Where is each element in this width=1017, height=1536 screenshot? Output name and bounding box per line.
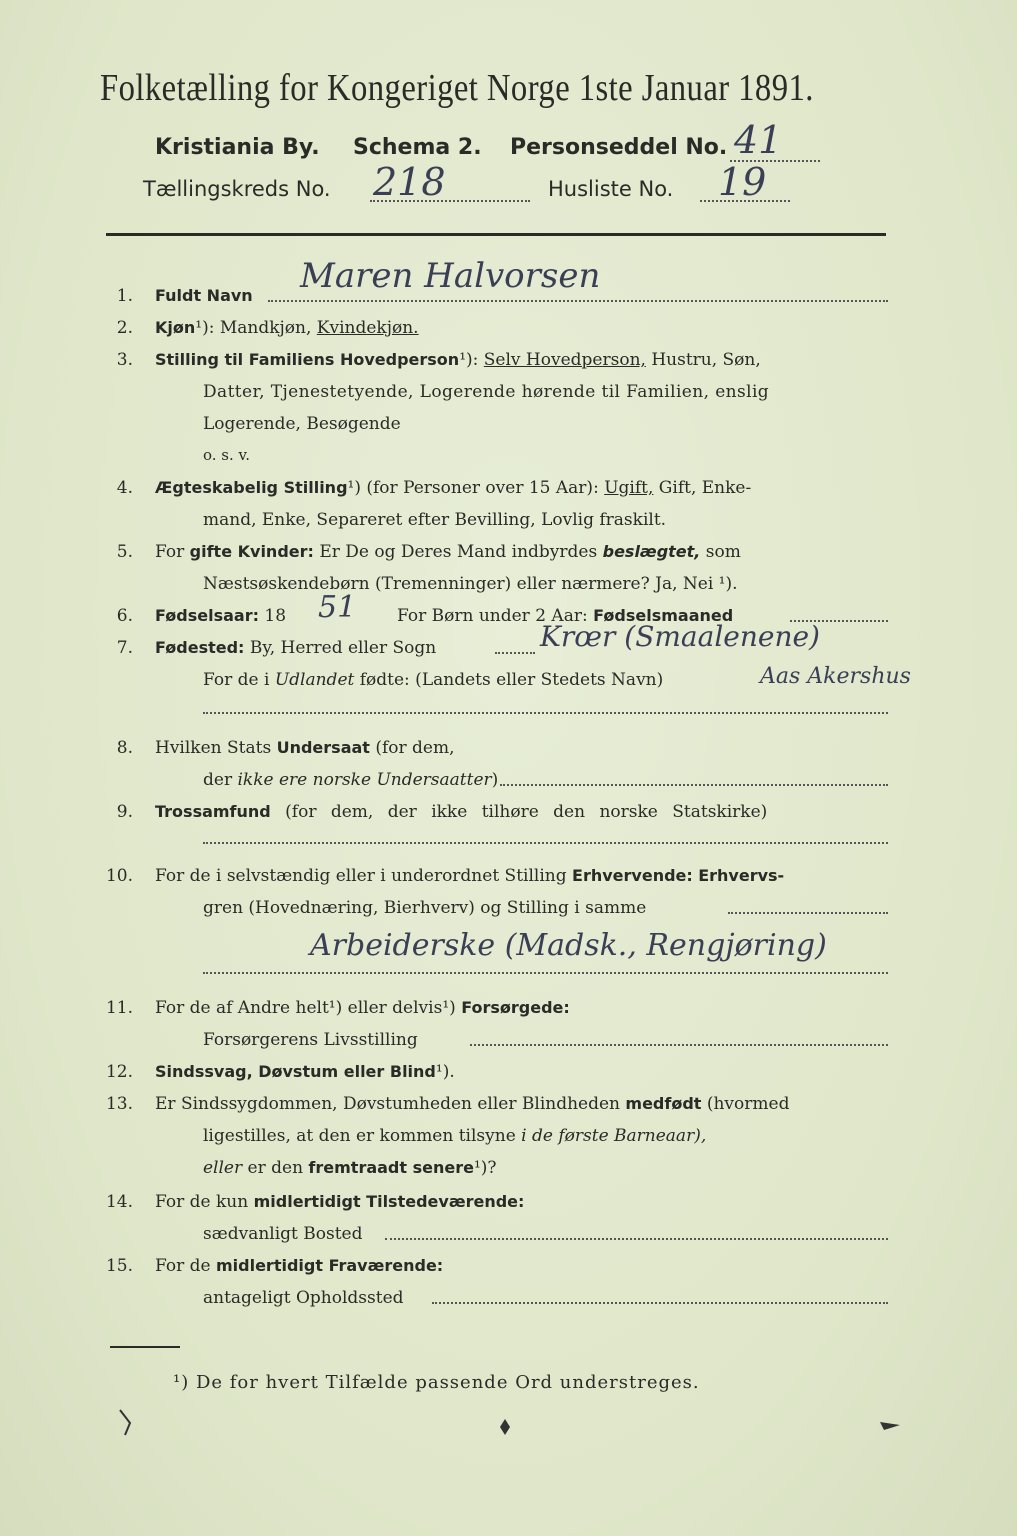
registration-marks [115,1405,915,1445]
congenital-line2: ligestilles, at den er kommen tilsyne [203,1126,516,1146]
abroad-prefix: For de i [203,670,270,690]
household-options-line4: o. s. v. [203,446,250,464]
congenital-line2-italic: i de første Barneaar), [521,1126,707,1146]
birthplace-note: By, Herred eller Sogn [249,638,437,658]
supported-label: Forsørgede: [461,998,570,1017]
footnote-rule [110,1346,180,1348]
religion-label: Trossamfund [155,802,271,821]
marital-options-line2: mand, Enke, Separeret efter Bevilling, Lovlig fraskilt. [203,510,667,530]
household-options-line3: Logerende, Besøgende [203,414,401,434]
item-number: 13. [105,1094,133,1114]
religion-dotted-line [203,842,888,844]
citizenship-prefix: Hvilken Stats [155,738,272,758]
item-number: 5. [116,542,133,562]
usual-residence-label: sædvanligt Bosted [203,1224,363,1244]
temporary-absent-label: midlertidigt Fraværende: [215,1256,444,1275]
item-number: 3. [116,350,133,370]
kreds-dotted-line [370,200,530,202]
related-word: beslægtet, [602,542,701,561]
item-number: 4. [116,478,133,498]
probable-residence-label: antageligt Opholdssted [203,1288,404,1308]
congenital-line3: er den [247,1158,304,1178]
citizenship-note: (for dem, [375,738,455,758]
personseddel-number: 41 [734,118,783,162]
occupation-line2: gren (Hovednæring, Bierhverv) og Stilling i samme [203,898,647,918]
husliste-label: Husliste No. [548,177,674,201]
husliste-number: 19 [718,160,767,204]
occupation-value: Arbeiderske (Madsk., Rengjøring) [310,928,827,963]
abroad-dotted-line [203,712,888,714]
citizenship-line2-prefix: der [203,770,233,790]
supporter-dotted-line [470,1044,888,1046]
supported-prefix: For de af Andre helt [155,998,329,1018]
married-women-question-end: som [705,542,741,562]
occupation-dotted-line-2 [203,972,888,974]
married-women-prefix: For [155,542,185,562]
sex-female-underlined: Kvindekjøn. [316,318,419,338]
full-name-dotted-line [268,300,888,302]
footnote-marker: ¹). [435,1062,455,1082]
supported-partly: ¹) eller delvis [328,998,443,1018]
item-number: 6. [116,606,133,626]
full-name-label: Fuldt Navn [155,286,253,305]
occupation-label-cont: Erhvervs- [698,866,785,885]
item-number: 1. [116,286,133,306]
marital-unmarried-underlined: Ugift, [604,478,654,498]
household-position-label: Stilling til Familiens Hovedperson [155,350,460,369]
birth-month-note: For Børn under 2 Aar: [397,606,588,626]
supporter-occupation-label: Forsørgerens Livsstilling [203,1030,418,1050]
footnote-text: ¹) De for hvert Tilfælde passende Ord understreges. [173,1372,700,1393]
occupation-prefix: For de i selvstændig eller i underordnet Stilling [155,866,567,886]
disability-label: Sindssvag, Døvstum eller Blind [155,1062,436,1081]
personseddel-label: Personseddel No. [510,135,728,160]
birth-year-value: 51 [318,590,357,625]
occupation-dotted-line-1 [728,912,888,914]
header-divider [106,233,886,236]
sex-options: ¹): Mandkjøn, [195,318,312,338]
occupation-label: Erhvervende: [572,866,693,885]
city-label: Kristiania By. [155,135,320,160]
religion-note: (for dem, der ikke tilhøre den norske Statskirke) [285,802,768,822]
kreds-number: 218 [373,160,446,204]
sex-label: Kjøn [155,318,196,337]
congenital-line3-italic: eller [203,1158,243,1178]
congenital-note: (hvormed [706,1094,790,1114]
item-number: 11. [105,998,133,1018]
birthplace-value-2: Aas Akershus [760,664,911,689]
household-options: Hustru, Søn, [651,350,761,370]
marital-status-note: ¹) (for Personer over 15 Aar): [347,478,599,498]
congenital-question: Er Sindssygdommen, Døvstumheden eller Blindheden [155,1094,620,1114]
citizenship-dotted-line [500,784,888,786]
temporary-absent-prefix: For de [155,1256,211,1276]
full-name-value: Maren Halvorsen [300,256,601,296]
kreds-label: Tællingskreds No. [143,177,331,201]
birthplace-value: Krœr (Smaalenene) [540,620,820,653]
item-number: 7. [116,638,133,658]
birth-year-prefix: 18 [264,606,287,626]
later-onset-label: fremtraadt senere [308,1158,474,1177]
footnote-marker: ¹) [442,998,456,1018]
citizenship-line2-close: ) [491,770,499,790]
birth-month-label: Fødselsmaaned [593,606,734,625]
household-options-line2: Datter, Tjenestetyende, Logerende hørende til Familien, enslig [203,382,770,402]
footnote-marker: ¹)? [473,1158,497,1178]
item-number: 12. [105,1062,133,1082]
footnote-marker: ¹): [459,350,479,370]
abroad-word: Udlandet [274,670,355,690]
abroad-note: fødte: (Landets eller Stedets Navn) [359,670,664,690]
item-number: 10. [105,866,133,886]
temporary-present-label: midlertidigt Tilstedeværende: [253,1192,525,1211]
birthplace-label: Fødested: [155,638,245,657]
citizenship-line2-italic: ikke ere norske Undersaatter [237,770,492,790]
husliste-dotted-line [700,200,790,202]
item-number: 2. [116,318,133,338]
married-women-question: Er De og Deres Mand indbyrdes [319,542,598,562]
marital-status-label: Ægteskabelig Stilling [155,478,348,497]
temporary-present-prefix: For de kun [155,1192,249,1212]
item-number: 15. [105,1256,133,1276]
form-title: Folketælling for Kongeriget Norge 1ste Januar 1891. [100,67,814,109]
item-number: 14. [105,1192,133,1212]
married-women-line2: Næstsøskendebørn (Tremenninger) eller nærmere? Ja, Nei ¹). [203,574,738,594]
married-women-label: gifte Kvinder: [189,542,314,561]
schema-label: Schema 2. [353,135,482,160]
household-head-underlined: Selv Hovedperson, [483,350,646,370]
probable-residence-dotted-line [432,1302,888,1304]
citizenship-label: Undersaat [276,738,370,757]
item-number: 9. [116,802,133,822]
marital-options: Gift, Enke- [658,478,752,498]
congenital-label: medfødt [625,1094,702,1113]
usual-residence-dotted-line [385,1238,888,1240]
birthplace-dotted-line [495,652,535,654]
birth-year-label: Fødselsaar: [155,606,259,625]
item-number: 8. [116,738,133,758]
